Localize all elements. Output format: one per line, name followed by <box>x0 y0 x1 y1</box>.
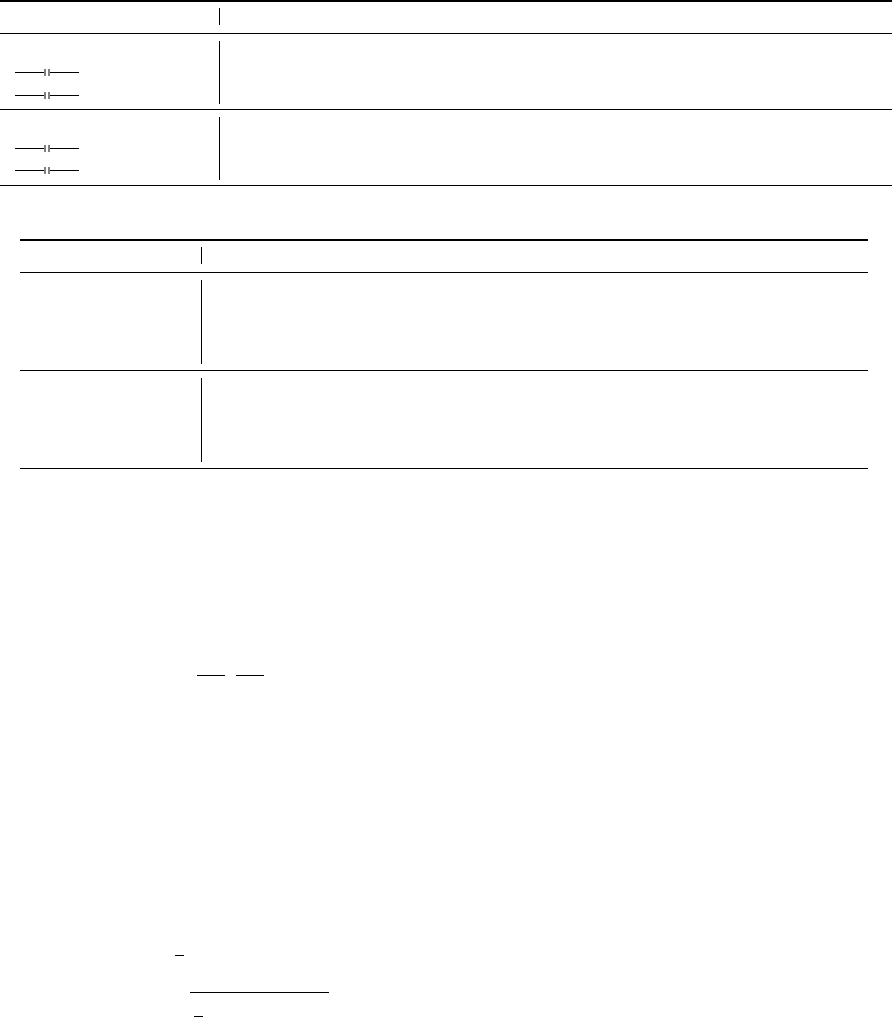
table-2-header-rule <box>20 272 868 273</box>
capacitor-icon <box>15 144 79 153</box>
fraction-bar <box>197 675 225 676</box>
fraction-bar <box>236 675 264 676</box>
table-2-row-divider <box>201 378 202 462</box>
table-1-top-rule <box>0 0 892 2</box>
capacitor-icon <box>15 68 79 77</box>
table-1-row-rule <box>0 109 892 110</box>
capacitor-icon <box>15 166 79 175</box>
table-2-row-rule <box>20 370 868 371</box>
fraction-bar <box>190 992 329 993</box>
table-1-row-divider <box>219 41 220 104</box>
table-2-header-divider <box>201 247 202 264</box>
table-1-header-rule <box>0 33 892 34</box>
table-2-top-rule <box>20 239 868 241</box>
table-1-row-divider <box>219 117 220 180</box>
table-2-row-divider <box>201 280 202 364</box>
overbar-mark <box>194 1016 203 1017</box>
overbar-mark <box>175 955 184 956</box>
table-1-bottom-rule <box>0 185 892 186</box>
table-2-bottom-rule <box>20 468 868 469</box>
table-1-header-divider <box>219 8 220 25</box>
capacitor-icon <box>15 91 79 100</box>
